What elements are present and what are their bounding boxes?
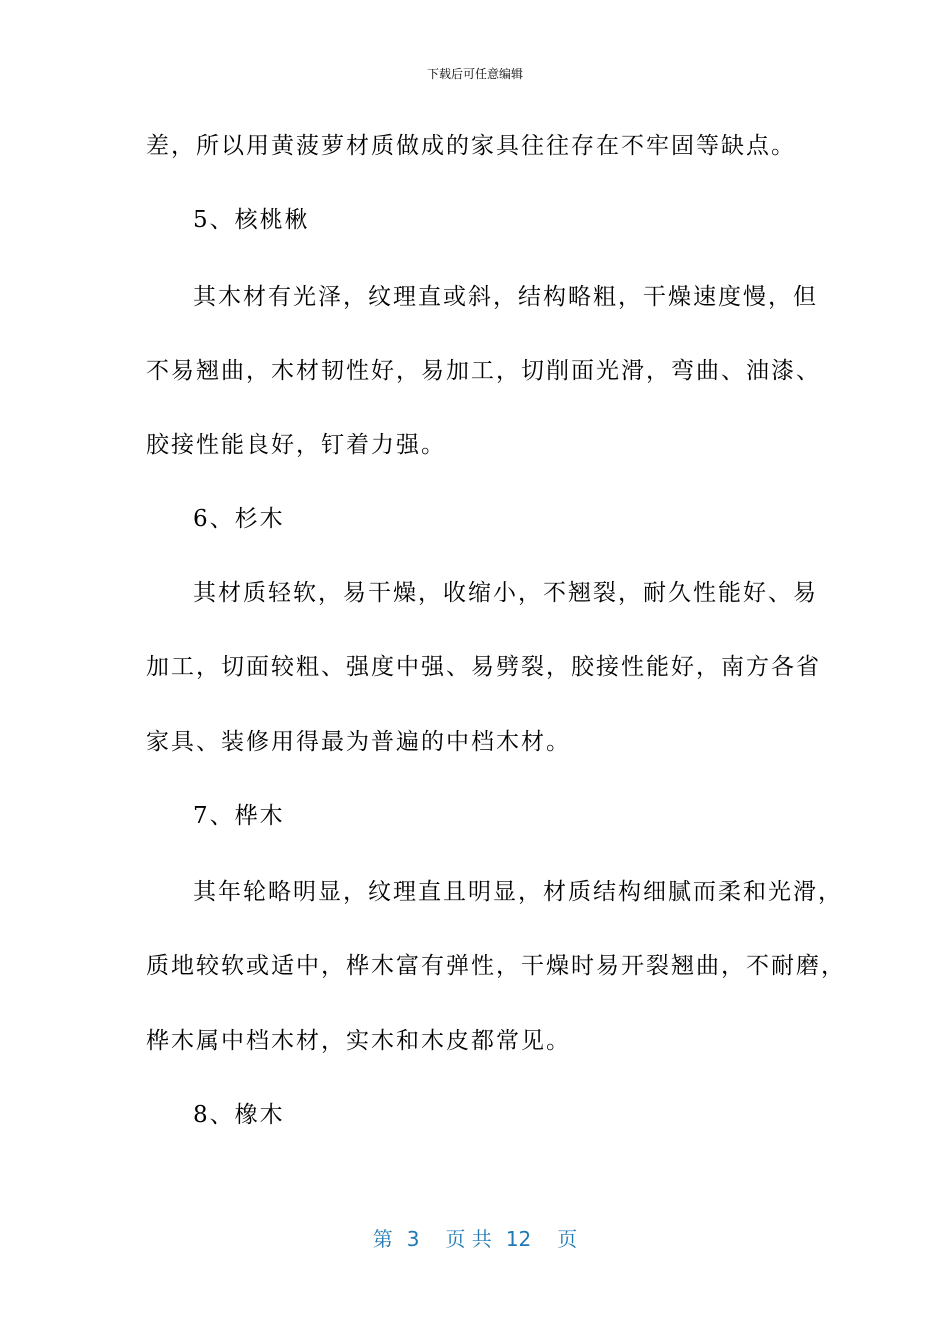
page-prefix: 第	[372, 1227, 393, 1251]
body-line-13: 桦木属中档木材，实木和木皮都常见。	[146, 1028, 571, 1054]
section-heading-7: 7、桦木	[193, 803, 285, 829]
page-footer	[0, 1226, 950, 1252]
page-middle: 页 共	[445, 1227, 492, 1251]
header-note: 下载后可任意编辑	[426, 67, 523, 81]
body-line-9: 家具、装修用得最为普遍的中档木材。	[146, 729, 571, 755]
body-line-4: 不易翘曲，木材韧性好，易加工，切削面光滑，弯曲、油漆、	[146, 358, 821, 384]
section-heading-6: 6、杉木	[193, 506, 285, 532]
body-line-1: 差，所以用黄菠萝材质做成的家具往往存在不牢固等缺点。	[146, 133, 796, 159]
total-pages: 12	[505, 1227, 532, 1251]
body-line-7: 其材质轻软，易干燥，收缩小，不翘裂，耐久性能好、易	[193, 580, 818, 606]
body-line-5: 胶接性能良好，钉着力强。	[146, 432, 446, 458]
section-heading-5: 5、核桃楸	[193, 207, 310, 233]
page-number: 3	[406, 1227, 420, 1251]
body-line-3: 其木材有光泽，纹理直或斜，结构略粗，干燥速度慢，但	[193, 284, 818, 310]
page-suffix: 页	[557, 1227, 578, 1251]
body-line-11: 其年轮略明显，纹理直且明显，材质结构细腻而柔和光滑，	[193, 879, 843, 905]
body-line-12: 质地较软或适中，桦木富有弹性，干燥时易开裂翘曲，不耐磨，	[146, 953, 846, 979]
body-line-8: 加工，切面较粗、强度中强、易劈裂，胶接性能好，南方各省	[146, 654, 821, 680]
section-heading-8: 8、橡木	[193, 1102, 285, 1128]
